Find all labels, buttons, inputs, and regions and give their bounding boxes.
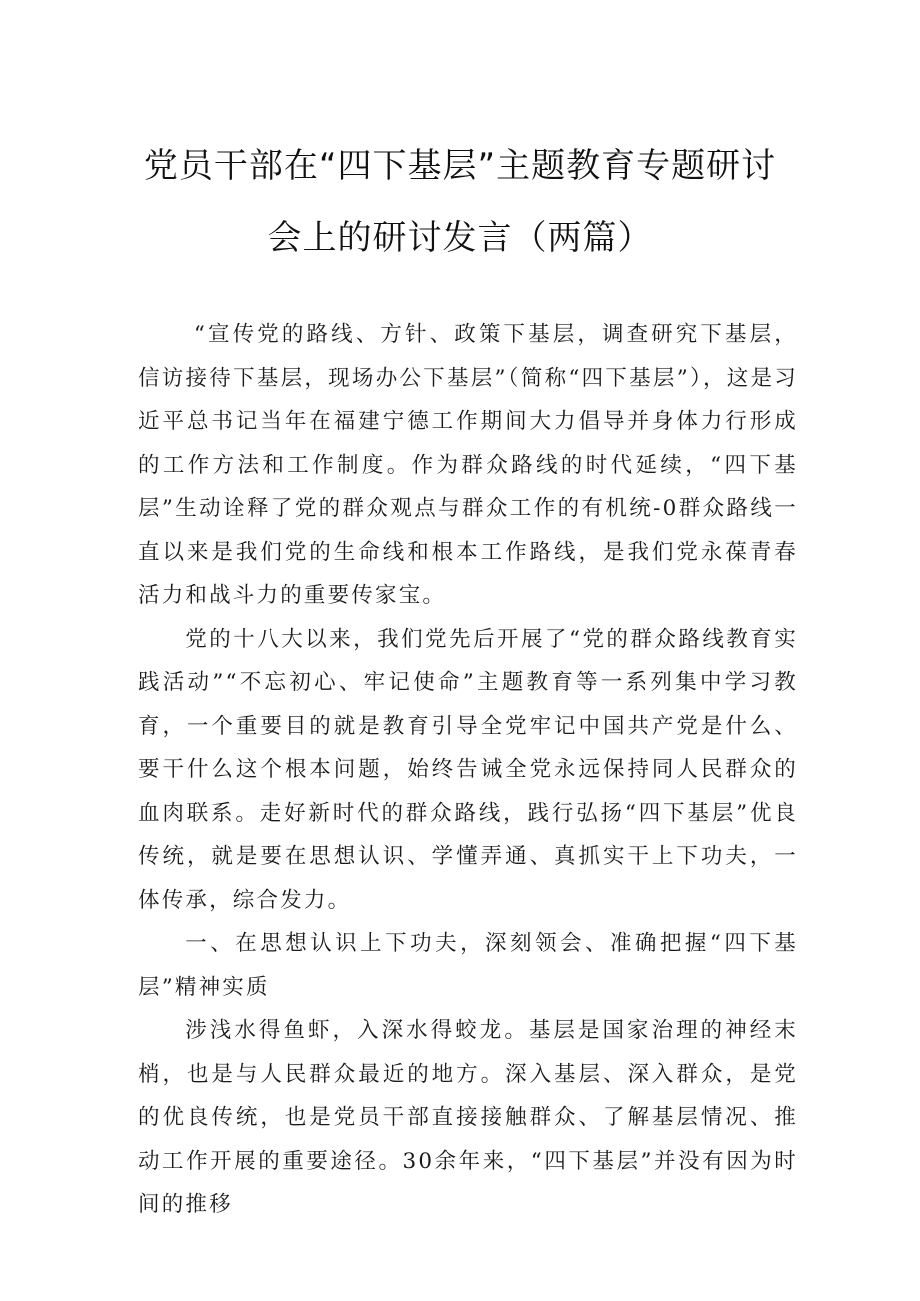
document-title-line-1: 党员干部在“四下基层”主题教育专题研讨: [143, 146, 777, 186]
paragraph-3: 涉浅水得鱼虾，入深水得蛟龙。基层是国家治理的神经末梢，也是与人民群众最近的地方。深入基层、深入群众，是党的优良传统，也是党员干部直接接触群众、了解基层情况、推动工作开展的重要途径。30余年来，“四下基层”并没有因为时间的推移: [138, 1018, 798, 1217]
document-title-line-2: 会上的研讨发言（两篇）: [267, 218, 653, 258]
paragraph-2: 党的十八大以来，我们党先后开展了“党的群众路线教育实践活动”“不忘初心、牢记使命”主题教育等一系列集中学习教育，一个重要目的就是教育引导全党牢记中国共产党是什么、要干什么这个根本问题，始终告诫全党永远保持同人民群众的血肉联系。走好新时代的群众路线，践行弘扬“四下基层”优良传统，就是要在思想认识、学懂弄通、真抓实干上下功夫，一体传承，综合发力。: [138, 626, 798, 913]
document-body: [138, 313, 798, 1227]
section-heading-1: 一、在思想认识上下功夫，深刻领会、准确把握“四下基层”精神实质: [138, 931, 798, 1000]
paragraph-1: “宣传党的路线、方针、政策下基层，调查研究下基层，信访接待下基层，现场办公下基层”（简称“四下基层”），这是习近平总书记当年在福建宁德工作期间大力倡导并身体力行形成的工作方法和工作制度。作为群众路线的时代延续，“四下基层”生动诠释了党的群众观点与群众工作的有机统-0群众路线一直以来是我们党的生命线和根本工作路线，是我们党永葆青春活力和战斗力的重要传家宝。: [138, 322, 798, 608]
